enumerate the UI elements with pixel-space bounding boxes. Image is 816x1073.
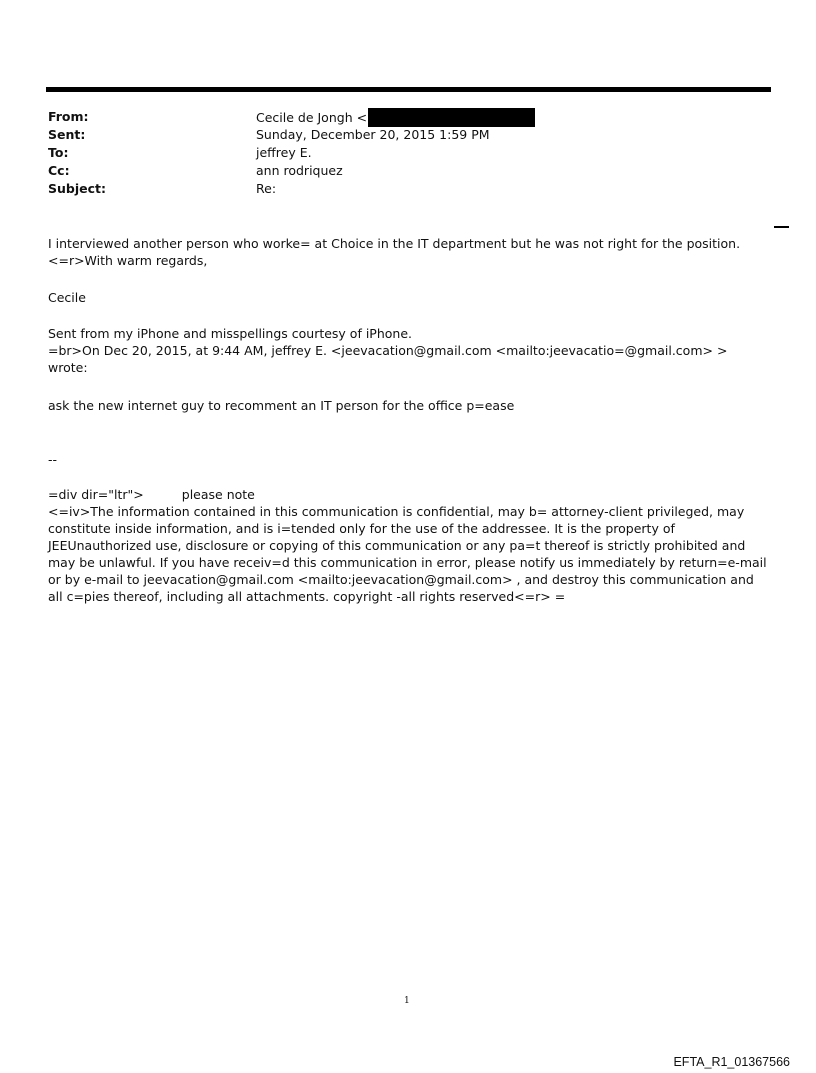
div-line: [48, 486, 770, 503]
to-label: To:: [48, 145, 69, 160]
disclaimer-block: [48, 486, 770, 605]
div-line-note: please note: [181, 487, 255, 502]
sent-from-line: Sent from my iPhone and misspellings courtesy of iPhone.: [48, 326, 412, 341]
quoted-message-text: ask the new internet guy to recomment an IT person for the office p=ease: [48, 398, 515, 413]
bates-number: EFTA_R1_01367566: [673, 1055, 790, 1069]
margin-mark: [774, 226, 789, 228]
div-line-prefix: =div dir="ltr">: [48, 487, 144, 502]
sent-from-block: [48, 325, 770, 376]
disclaimer-text: <=iv>The information contained in this communication is confidential, may b= attorney-client privileged, may constitute inside information, and is i=tended only for the use of the addressee. It is the property of JEEUnauthorized use, disclosure or copying of this communication or any pa=t thereof is strictly prohibited and may be unlawful. If you have receiv=d this communication in error, please notify us immediately by return=e-mail or by e-mail to jeevacation@gmail.com <mailto:jeevacation@gmail.com> , and destroy this communication and all c=pies thereof, including all attachments. copyright -all rights reserved<=r> =: [48, 504, 771, 604]
sent-label: Sent:: [48, 127, 86, 142]
from-label: From:: [48, 109, 89, 124]
cc-value: ann rodriquez: [256, 163, 343, 178]
from-value: [256, 108, 535, 127]
quote-header: =br>On Dec 20, 2015, at 9:44 AM, jeffrey E. <jeevacation@gmail.com <mailto:jeevacatio=@gmail.com> > wrote:: [48, 343, 732, 375]
page-number: 1: [404, 996, 410, 1006]
body-line-1: I interviewed another person who worke= at Choice in the IT department but he was not right for the position.: [48, 236, 741, 251]
signature-name: Cecile: [48, 290, 86, 305]
subject-value: Re:: [256, 181, 277, 196]
to-value: jeffrey E.: [256, 145, 312, 160]
quoted-message: [48, 397, 770, 414]
signature-separator: [48, 451, 770, 468]
from-name: Cecile de Jongh <: [256, 110, 368, 125]
signature: [48, 289, 770, 306]
subject-label: Subject:: [48, 181, 106, 196]
message-body-top: [48, 235, 770, 269]
cc-label: Cc:: [48, 163, 70, 178]
header-rule: [46, 87, 771, 92]
sent-value: Sunday, December 20, 2015 1:59 PM: [256, 127, 490, 142]
redaction-block: [368, 108, 535, 127]
separator-dashes: --: [48, 452, 58, 467]
body-line-2: <=r>With warm regards,: [48, 253, 208, 268]
